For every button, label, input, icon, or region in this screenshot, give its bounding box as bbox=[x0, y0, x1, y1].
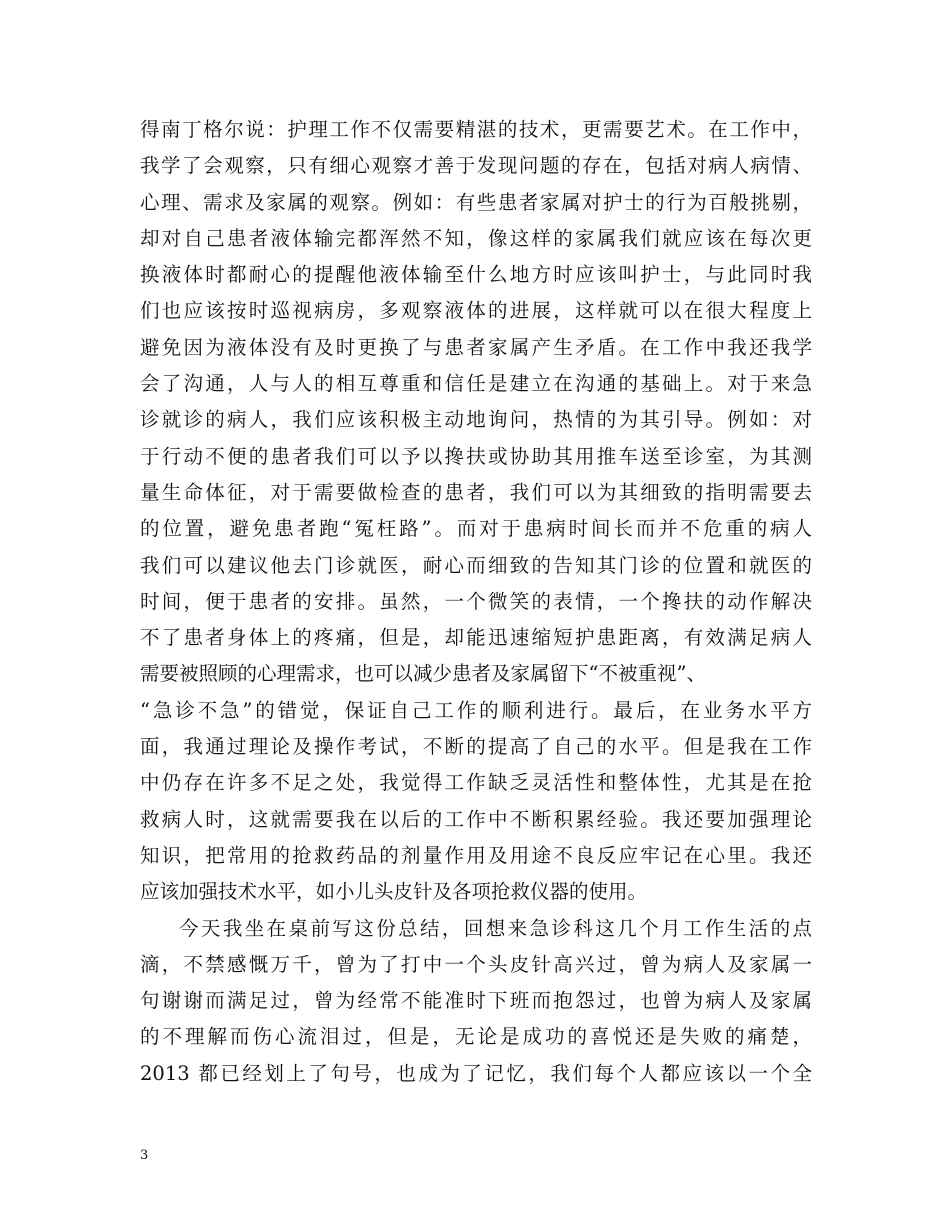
text-line: “急诊不急”的错觉，保证自己工作的顺利进行。最后，在业务水平方 bbox=[140, 698, 812, 722]
text-line: 换液体时都耐心的提醒他液体输至什么地方时应该叫护士，与此同时我 bbox=[140, 263, 812, 287]
text-line: 应该加强技术水平，如小儿头皮针及各项抢救仪器的使用。 bbox=[140, 880, 648, 904]
text-line: 滴，不禁感慨万千，曾为了打中一个头皮针高兴过，曾为病人及家属一 bbox=[140, 952, 812, 976]
text-line: 时间，便于患者的安排。虽然，一个微笑的表情，一个搀扶的动作解决 bbox=[140, 589, 812, 613]
text-line: 心理、需求及家属的观察。例如：有些患者家属对护士的行为百般挑剔， bbox=[140, 190, 812, 214]
page-number: 3 bbox=[140, 1148, 149, 1163]
text-line: 需要被照顾的心理需求，也可以减少患者及家属留下“不被重视”、 bbox=[140, 662, 706, 686]
text-line: 句谢谢而满足过，曾为经常不能准时下班而抱怨过，也曾为病人及家属 bbox=[140, 989, 812, 1013]
text-line: 们也应该按时巡视病房，多观察液体的进展，这样就可以在很大程度上 bbox=[140, 299, 812, 323]
text-line: 不了患者身体上的疼痛，但是，却能迅速缩短护患距离，有效满足病人 bbox=[140, 626, 812, 650]
text-line: 我学了会观察，只有细心观察才善于发现问题的存在，包括对病人病情、 bbox=[140, 154, 812, 178]
text-line: 却对自己患者液体输完都浑然不知，像这样的家属我们就应该在每次更 bbox=[140, 226, 812, 250]
text-line: 得南丁格尔说：护理工作不仅需要精湛的技术，更需要艺术。在工作中， bbox=[140, 118, 812, 141]
paragraph-first-line: 今天我坐在桌前写这份总结，回想来急诊科这几个月工作生活的点 bbox=[179, 916, 812, 940]
text-line: 量生命体征，对于需要做检查的患者，我们可以为其细致的指明需要去 bbox=[140, 480, 812, 504]
body-text bbox=[140, 112, 812, 1092]
text-line: 的位置，避免患者跑“冤枉路”。而对于患病时间长而并不危重的病人 bbox=[140, 517, 812, 541]
text-line: 会了沟通，人与人的相互尊重和信任是建立在沟通的基础上。对于来急 bbox=[140, 372, 812, 396]
text-line: 于行动不便的患者我们可以予以搀扶或协助其用推车送至诊室，为其测 bbox=[140, 444, 812, 468]
text-line: 诊就诊的病人，我们应该积极主动地询问，热情的为其引导。例如：对 bbox=[140, 408, 812, 432]
text-line: 救病人时，这就需要我在以后的工作中不断积累经验。我还要加强理论 bbox=[140, 807, 812, 831]
text-line: 2013 都已经划上了句号，也成为了记忆，我们每个人都应该以一个全 bbox=[140, 1061, 812, 1085]
text-line: 面，我通过理论及操作考试，不断的提高了自己的水平。但是我在工作 bbox=[140, 735, 812, 759]
text-line: 知识，把常用的抢救药品的剂量作用及用途不良反应牢记在心里。我还 bbox=[140, 843, 812, 867]
text-line: 的不理解而伤心流泪过，但是，无论是成功的喜悦还是失败的痛楚， bbox=[140, 1025, 812, 1049]
text-line: 中仍存在许多不足之处，我觉得工作缺乏灵活性和整体性，尤其是在抢 bbox=[140, 771, 812, 795]
text-line: 避免因为液体没有及时更换了与患者家属产生矛盾。在工作中我还我学 bbox=[140, 335, 812, 359]
text-line: 我们可以建议他去门诊就医，耐心而细致的告知其门诊的位置和就医的 bbox=[140, 553, 812, 577]
